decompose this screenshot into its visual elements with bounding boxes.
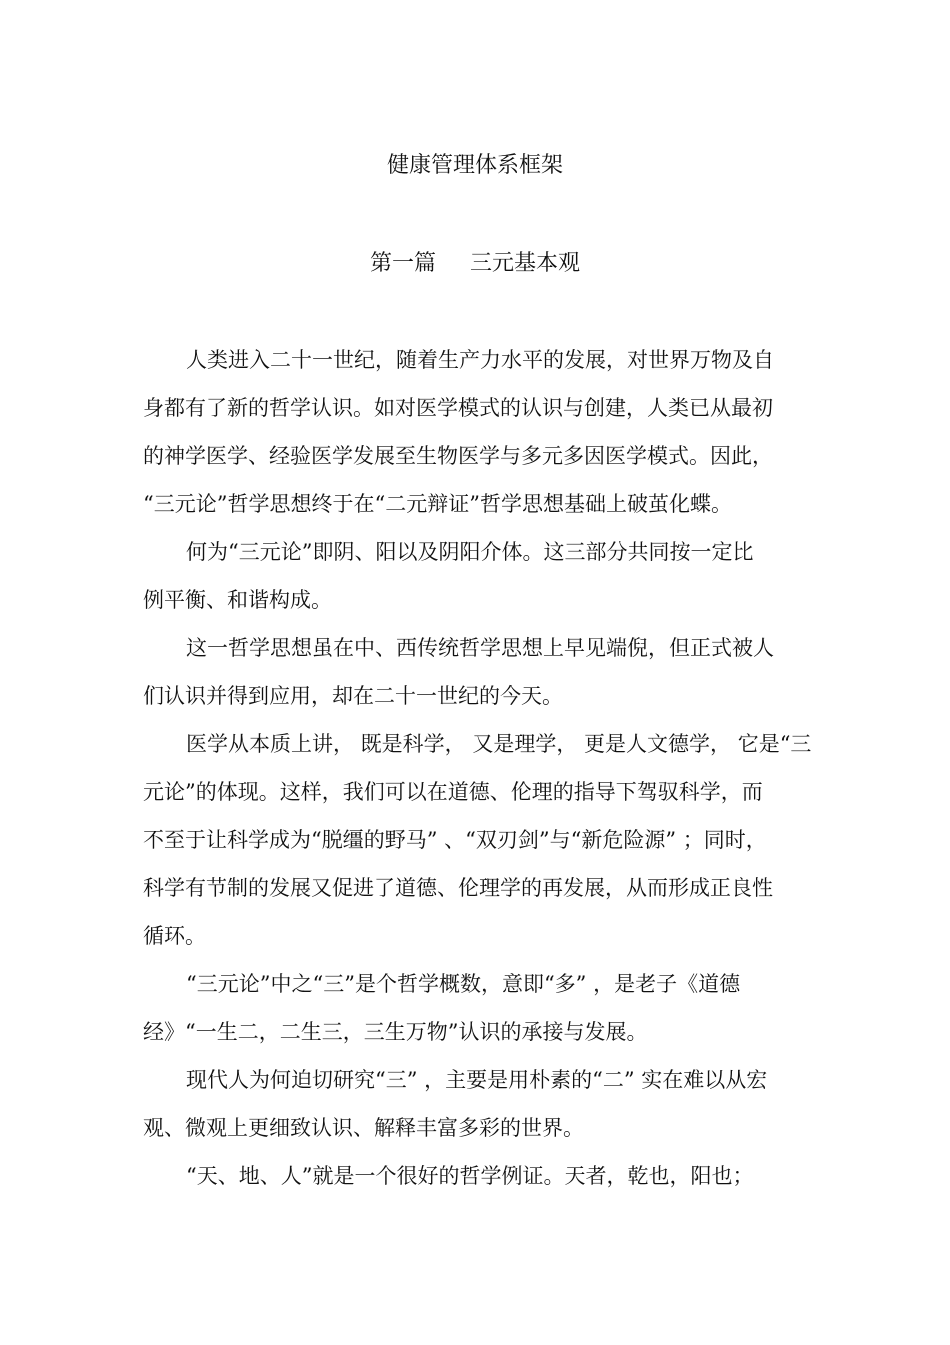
paragraph-line: 循环。	[143, 924, 206, 948]
paragraph-line: 身都有了新的哲学认识。如对医学模式的认识与创建，人类已从最初	[143, 396, 773, 420]
paragraph-line: 人类进入二十一世纪，随着生产力水平的发展，对世界万物及自	[186, 348, 774, 372]
paragraph-line: 观、微观上更细致认识、解释丰富多彩的世界。	[143, 1116, 584, 1140]
paragraph-line: “天、地、人”就是一个很好的哲学例证。天者，乾也，阳也；	[186, 1164, 754, 1188]
paragraph-line: 医学从本质上讲， 既是科学， 又是理学， 更是人文德学， 它是“三	[186, 732, 812, 756]
section-name: 三元基本观	[470, 251, 581, 276]
section-heading	[0, 248, 950, 280]
paragraph-line: 科学有节制的发展又促进了道德、伦理学的再发展，从而形成正良性	[143, 876, 773, 900]
paragraph-line: 的神学医学、经验医学发展至生物医学与多元多因医学模式。因此，	[143, 444, 773, 468]
paragraph-line: 这一哲学思想虽在中、西传统哲学思想上早见端倪，但正式被人	[186, 636, 774, 660]
document-body	[143, 343, 823, 1207]
paragraph-line: “三元论”哲学思想终于在“二元辩证”哲学思想基础上破茧化蝶。	[143, 492, 732, 516]
section-label: 第一篇	[369, 251, 436, 276]
document-title: 健康管理体系框架	[386, 153, 563, 178]
paragraph-line: 例平衡、和谐构成。	[143, 588, 332, 612]
paragraph-line: 经》“一生二，二生三，三生万物”认识的承接与发展。	[143, 1020, 648, 1044]
paragraph-line: 们认识并得到应用，却在二十一世纪的今天。	[143, 684, 563, 708]
paragraph-line: 不至于让科学成为“脱缰的野马” 、“双刃剑”与“新危险源” ；同时，	[143, 828, 767, 852]
paragraph-line: 何为“三元论”即阴、阳以及阴阳介体。这三部分共同按一定比	[186, 540, 754, 564]
paragraph-line: 元论”的体现。这样，我们可以在道德、伦理的指导下驾驭科学，而	[143, 780, 763, 804]
paragraph-line: “三元论”中之“三”是个哲学概数，意即“多” ，是老子《道德	[186, 972, 741, 996]
paragraph-line: 现代人为何迫切研究“三” ，主要是用朴素的“二” 实在难以从宏	[186, 1068, 768, 1092]
